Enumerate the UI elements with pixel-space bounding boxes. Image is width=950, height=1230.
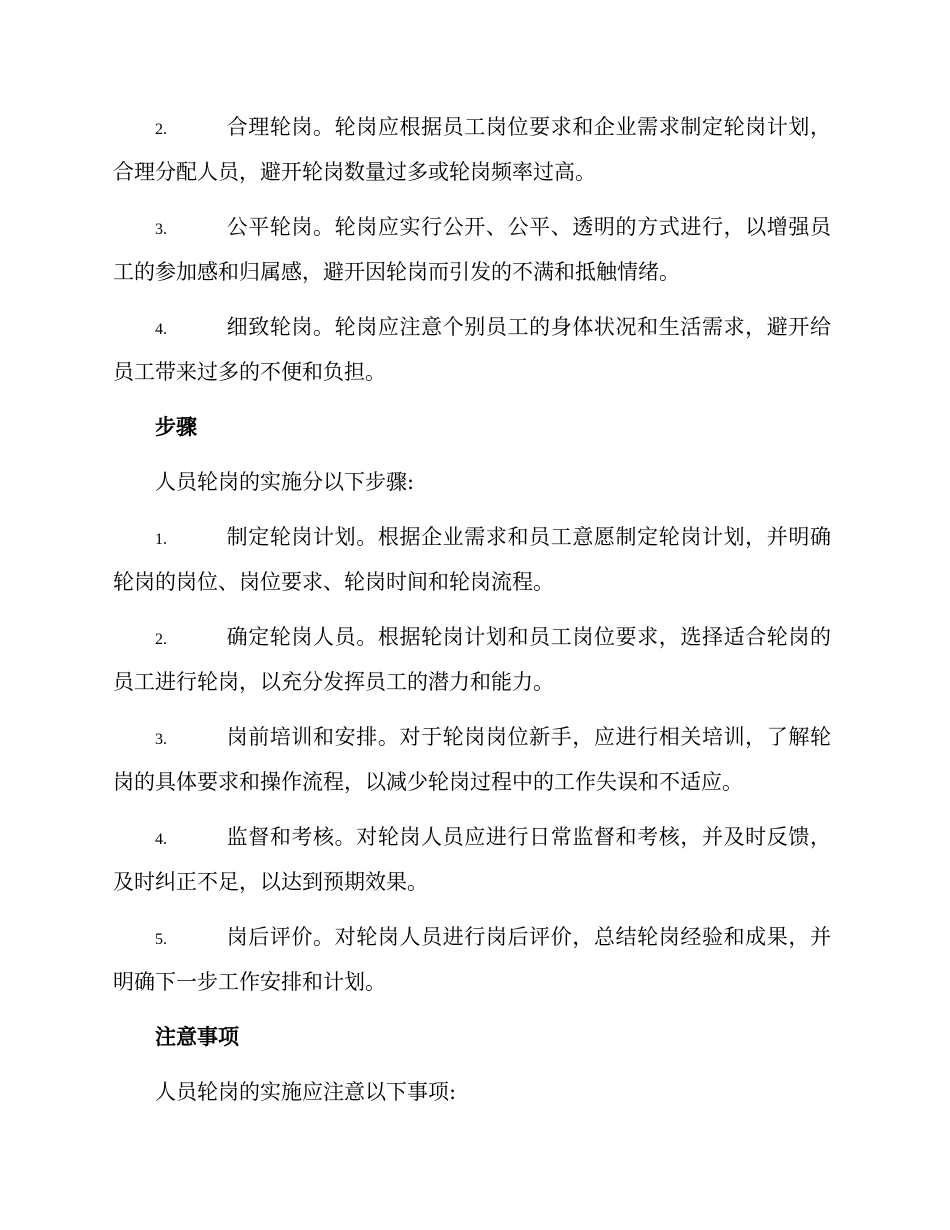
list-item-text: 岗前培训和安排。对于轮岗岗位新手，应进行相关培训，了解轮岗的具体要求和操作流程，以减少轮岗过程中的工作失误和不适应。 [113, 725, 831, 794]
list-item [113, 306, 831, 393]
list-item [113, 816, 831, 903]
list-item-text: 确定轮岗人员。根据轮岗计划和员工岗位要求，选择适合轮岗的员工进行轮岗，以充分发挥员工的潜力和能力。 [113, 625, 831, 694]
list-item-text: 合理轮岗。轮岗应根据员工岗位要求和企业需求制定轮岗计划，合理分配人员，避开轮岗数量过多或轮岗频率过高。 [113, 115, 831, 184]
list-item [113, 716, 831, 803]
list-item [113, 206, 831, 293]
section-heading-notes: 注意事项 [155, 1024, 239, 1049]
section-intro-steps: 人员轮岗的实施分以下步骤: [155, 470, 415, 494]
list-item [113, 516, 831, 603]
list-number: 2. [155, 121, 167, 138]
list-number: 5. [155, 931, 167, 948]
list-number: 1. [155, 531, 167, 548]
list-item [113, 616, 831, 703]
list-number: 4. [155, 831, 167, 848]
list-number: 3. [155, 731, 167, 748]
list-item [113, 916, 831, 1003]
list-item [113, 106, 831, 193]
list-item-text: 监督和考核。对轮岗人员应进行日常监督和考核，并及时反馈，及时纠正不足，以达到预期效果。 [113, 825, 831, 894]
section-heading-steps: 步骤 [155, 414, 197, 439]
list-item-text: 制定轮岗计划。根据企业需求和员工意愿制定轮岗计划，并明确轮岗的岗位、岗位要求、轮岗时间和轮岗流程。 [113, 525, 831, 594]
list-item-text: 细致轮岗。轮岗应注意个别员工的身体状况和生活需求，避开给员工带来过多的不便和负担。 [113, 315, 831, 384]
section-intro-notes: 人员轮岗的实施应注意以下事项: [155, 1080, 457, 1104]
list-number: 2. [155, 631, 167, 648]
list-item-text: 岗后评价。对轮岗人员进行岗后评价，总结轮岗经验和成果，并明确下一步工作安排和计划。 [113, 925, 831, 994]
document-body [113, 106, 831, 1126]
list-item-text: 公平轮岗。轮岗应实行公开、公平、透明的方式进行，以增强员工的参加感和归属感，避开因轮岗而引发的不满和抵触情绪。 [113, 215, 831, 284]
list-number: 4. [155, 321, 167, 338]
list-number: 3. [155, 221, 167, 238]
